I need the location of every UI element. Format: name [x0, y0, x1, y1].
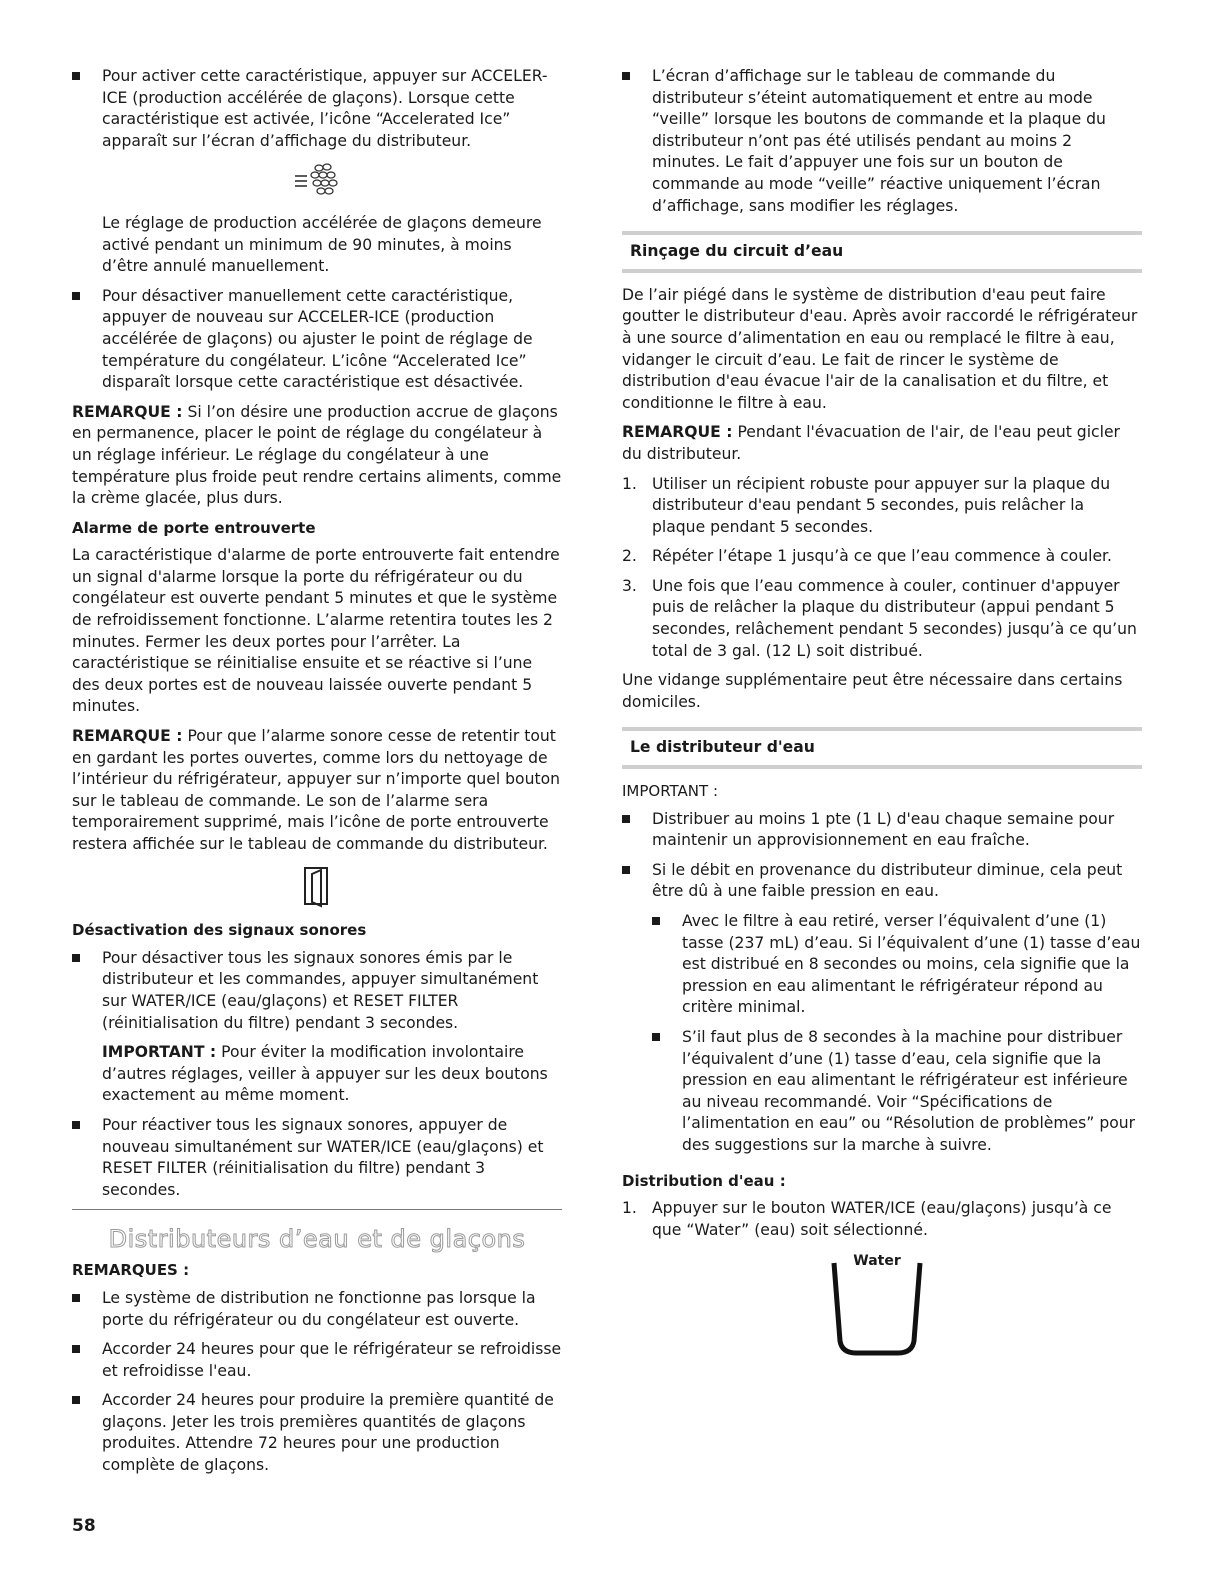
step-item	[622, 1198, 1142, 1241]
note-label: REMARQUE :	[622, 423, 733, 442]
note-label: REMARQUE :	[72, 402, 183, 421]
rinse-text: De l’air piégé dans le système de distribution d'eau peut faire goutter le distributeur d'eau. Après avoir raccordé le réfrigérateur à une source d’alimentation en eau ou remplacé le filtre à eau, vidanger le circuit d’eau. Le fait de rincer le système de distribution d'eau évacue l'air de la canalisation et du filtre, et conditionne le filtre à eau.	[622, 285, 1138, 412]
note-rinse	[622, 422, 1142, 465]
accelerated-ice-icon	[287, 160, 347, 200]
note-text: Si l’on désire une production accrue de glaçons en permanence, placer le point de réglage du congélateur à un réglage inférieur. Le réglage du congélateur à une température plus froide peut rendre certains aliments, comme la crème glacée, plus durs.	[72, 402, 562, 508]
remarque-item: Le système de distribution ne fonctionne pas lorsque la porte du réfrigérateur ou du congélateur est ouverte.	[72, 1288, 562, 1331]
note-label: REMARQUE :	[72, 727, 183, 746]
bullet-deactivate-accelerice: Pour désactiver manuellement cette caractéristique, appuyer de nouveau sur ACCELER-ICE (production accélérée de glaçons) ou ajuster le point de réglage de température du congélateur. L’icône “Accelerated Ice” disparaît lorsque cette caractéristique est désactivée.	[72, 286, 562, 394]
section-title: Distributeurs d’eau et de glaçons	[72, 1209, 562, 1254]
extra-flush-text: Une vidange supplémentaire peut être nécessaire dans certains domiciles.	[622, 671, 1123, 711]
remarque-item: Accorder 24 heures pour produire la première quantité de glaçons. Jeter les trois premières quantités de glaçons produites. Attendre 72 heures pour une production complète de glaçons.	[72, 1390, 562, 1476]
bullet-activate-accelerice: Pour activer cette caractéristique, appuyer sur ACCELER-ICE (production accélérée de glaçons). Lorsque cette caractéristique est activée, l’icône “Accelerated Ice” apparaît sur l’écran d’affichage du distributeur.	[72, 66, 562, 152]
bullet-sound-on: Pour réactiver tous les signaux sonores, appuyer de nouveau simultanément sur WATER/ICE (eau/glaçons) et RESET FILTER (réinitialisation du filtre) pendant 3 secondes.	[72, 1115, 562, 1201]
step-number: 1.	[622, 1199, 637, 1218]
step-number: 3.	[622, 576, 637, 595]
important-item: Distribuer au moins 1 pte (1 L) d'eau chaque semaine pour maintenir un approvisionnement en eau fraîche.	[622, 809, 1142, 852]
water-cup-figure	[822, 1249, 932, 1361]
sub-item: Avec le filtre à eau retiré, verser l’équivalent d’une (1) tasse (237 mL) d’eau. Si l’équivalent d’une (1) tasse d’eau est distribué en 8 secondes ou moins, cela signifie que la pression en eau alimentant le réfrigérateur répond au critère minimal.	[652, 911, 1142, 1019]
sub-item: S’il faut plus de 8 secondes à la machine pour distribuer l’équivalent d’une (1) tasse d’eau, cela signifie que la pression en eau alimentant le réfrigérateur est inférieure au niveau recommandé. Voir “Spécifications de l’alimentation en eau” ou “Résolution de problèmes” pour des suggestions sur la marche à suivre.	[652, 1027, 1142, 1157]
left-column	[72, 66, 562, 1485]
note-text: Pour que l’alarme sonore cesse de retentir tout en gardant les portes ouvertes, comme lors du nettoyage de l’intérieur du réfrigérateur, appuyer sur n’importe quel bouton sur le tableau de commande. Le son de l’alarme sera temporairement supprimé, mais l’icône de porte entrouverte restera affichée sur le tableau de commande du distributeur.	[72, 727, 561, 853]
important-heading: IMPORTANT :	[622, 782, 719, 801]
rinse-heading: Rinçage du circuit d’eau	[622, 231, 1142, 273]
step-text: Utiliser un récipient robuste pour appuyer sur la plaque du distributeur d'eau pendant 5 secondes, puis relâcher la plaque pendant 5 secondes.	[652, 474, 1111, 536]
important-label: IMPORTANT :	[102, 1043, 217, 1062]
important-item: Si le débit en provenance du distributeur diminue, cela peut être dû à une faible pression en eau.	[622, 860, 1142, 903]
door-alarm-text: La caractéristique d'alarme de porte entrouverte fait entendre un signal d'alarme lorsque la porte du réfrigérateur ou du congélateur est ouverte pendant 5 minutes et que le système de refroidissement fonctionne. L’alarme retentira toutes les 2 minutes. Fermer les deux portes pour l’arrêter. La caractéristique se réinitialise ensuite et se réactive si l’une des deux portes est de nouveau laissée ouverte pendant 5 minutes.	[72, 546, 560, 716]
note-door-alarm	[72, 726, 562, 856]
step-text: Répéter l’étape 1 jusqu’à ce que l’eau commence à couler.	[652, 547, 1112, 566]
sound-off-heading: Désactivation des signaux sonores	[72, 921, 367, 940]
step-number: 1.	[622, 474, 637, 493]
door-alarm-heading: Alarme de porte entrouverte	[72, 518, 316, 537]
step-text: Une fois que l’eau commence à couler, continuer d'appuyer puis de relâcher la plaque du distributeur (appui pendant 5 secondes, relâchement pendant 5 secondes) jusqu’à ce qu’un total de 3 gal. (12 L) soit distribué.	[652, 576, 1137, 660]
page-number: 58	[72, 1516, 96, 1536]
step-item	[622, 576, 1142, 662]
step-item	[622, 546, 1142, 568]
remarques-heading: REMARQUES :	[72, 1261, 190, 1280]
door-ajar-figure	[72, 864, 562, 915]
accelerice-duration-text: Le réglage de production accélérée de glaçons demeure activé pendant un minimum de 90 minutes, à moins d’être annulé manuellement.	[102, 213, 542, 276]
dispenser-heading: Le distributeur d'eau	[622, 727, 1142, 769]
bullet-standby: L’écran d’affichage sur le tableau de commande du distributeur s’éteint automatiquement et entre au mode “veille” lorsque les boutons de commande et la plaque du distributeur n’ont pas été utilisés pendant au moins 2 minutes. Le fait d’appuyer une fois sur un bouton de commande au mode “veille” réactive uniquement l’écran d’affichage, sans modifier les réglages.	[622, 66, 1142, 217]
accelerated-ice-figure	[72, 160, 562, 207]
note-text: Pendant l'évacuation de l'air, de l'eau peut gicler du distributeur.	[622, 423, 1120, 463]
important-sound	[72, 1042, 562, 1107]
step-text: Appuyer sur le bouton WATER/ICE (eau/glaçons) jusqu’à ce que “Water” (eau) soit sélectionné.	[652, 1199, 1112, 1239]
important-text: Pour éviter la modification involontaire d’autres réglages, veiller à appuyer sur les deux boutons exactement au même moment.	[102, 1043, 548, 1105]
bullet-sound-off: Pour désactiver tous les signaux sonores émis par le distributeur et les commandes, appuyer simultanément sur WATER/ICE (eau/glaçons) et RESET FILTER (réinitialisation du filtre) pendant 3 secondes.	[72, 948, 562, 1034]
water-label: Water	[853, 1253, 901, 1270]
distribution-heading: Distribution d'eau :	[622, 1171, 786, 1190]
remarque-item: Accorder 24 heures pour que le réfrigérateur se refroidisse et refroidisse l'eau.	[72, 1339, 562, 1382]
door-ajar-icon	[297, 864, 337, 908]
note-accelerice	[72, 402, 562, 510]
right-column	[622, 66, 1142, 1361]
step-item	[622, 474, 1142, 539]
step-number: 2.	[622, 547, 637, 566]
